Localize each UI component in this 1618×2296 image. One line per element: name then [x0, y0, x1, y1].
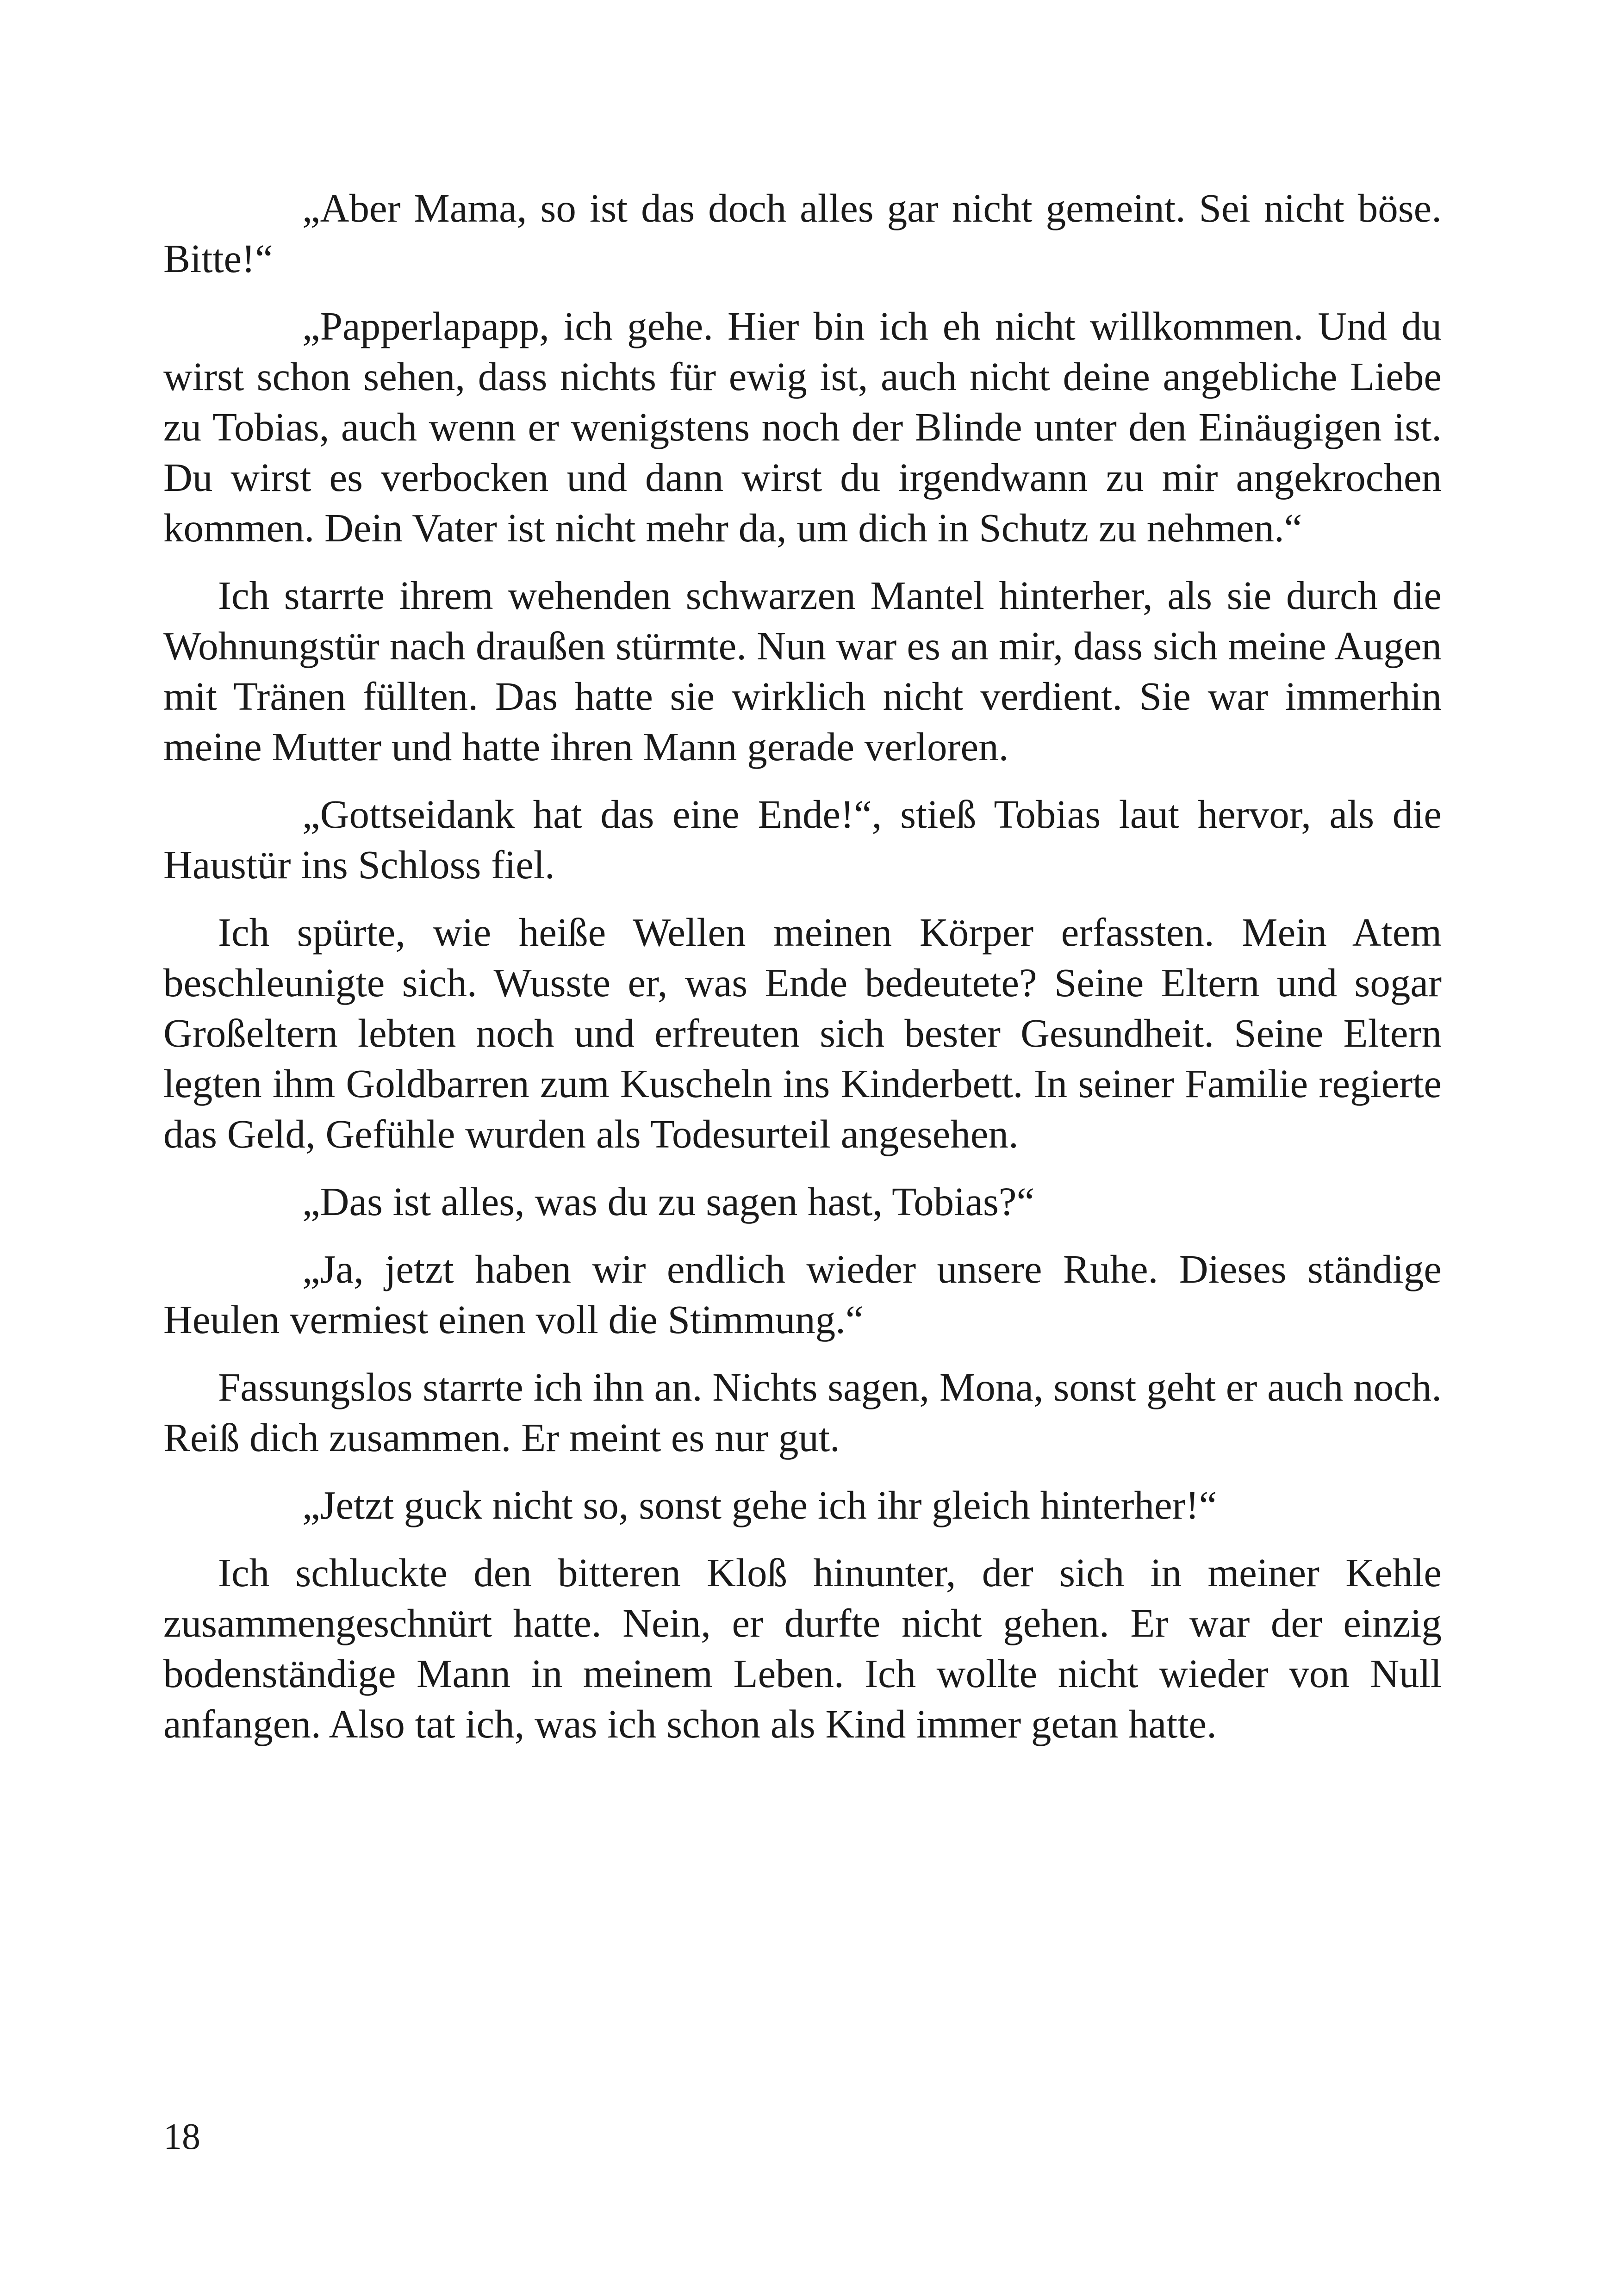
- paragraph-5: Ich spürte, wie heiße Wellen meinen Körper erfassten. Mein Atem beschleunigte sich. Wusste er, was Ende bedeutete? Seine Eltern und sogar Großeltern lebten noch und erfreuten sich bester Gesundheit. Seine Eltern legten ihm Goldbarren zum Kuscheln ins Kinderbett. In seiner Familie regierte das Geld, Gefühle wurden als Todesurteil angesehen.: [163, 910, 1442, 1156]
- paragraph-9: „Jetzt guck nicht so, sonst gehe ich ihr gleich hinterher!“: [302, 1483, 1217, 1527]
- paragraph-8: Fassungslos starrte ich ihn an. Nichts sagen, Mona, sonst geht er auch noch. Reiß dich zusammen. Er meint es nur gut.: [163, 1365, 1442, 1460]
- page-number: 18: [163, 2116, 200, 2157]
- paragraph-7: „Ja, jetzt haben wir endlich wieder unsere Ruhe. Dieses ständige Heulen vermiest einen voll die Stimmung.“: [163, 1247, 1442, 1342]
- paragraph-4: „Gottseidank hat das eine Ende!“, stieß Tobias laut hervor, als die Haustür ins Schloss fiel.: [163, 792, 1442, 887]
- paragraph-3: Ich starrte ihrem wehenden schwarzen Mantel hinterher, als sie durch die Wohnungstür nach draußen stürmte. Nun war es an mir, dass sich meine Augen mit Tränen füllten. Das hatte sie wirklich nicht verdient. Sie war immerhin meine Mutter und hatte ihren Mann gerade verloren.: [163, 573, 1442, 769]
- paragraph-1: „Aber Mama, so ist das doch alles gar nicht gemeint. Sei nicht böse. Bitte!“: [163, 186, 1442, 281]
- paragraph-10: Ich schluckte den bitteren Kloß hinunter, der sich in meiner Kehle zusammengeschnürt hatte. Nein, er durfte nicht gehen. Er war der einzig bodenständige Mann in meinem Leben. Ich wollte nicht wieder von Null anfangen. Also tat ich, was ich schon als Kind immer getan hatte.: [163, 1550, 1442, 1746]
- body-text: [163, 183, 1442, 1766]
- paragraph-2: „Papperlapapp, ich gehe. Hier bin ich eh nicht willkommen. Und du wirst schon sehen, dass nichts für ewig ist, auch nicht deine angebliche Liebe zu Tobias, auch wenn er wenigstens noch der Blinde unter den Einäugigen ist. Du wirst es verbocken und dann wirst du irgendwann zu mir angekrochen kommen. Dein Vater ist nicht mehr da, um dich in Schutz zu nehmen.“: [163, 304, 1442, 550]
- paragraph-6: „Das ist alles, was du zu sagen hast, Tobias?“: [302, 1179, 1035, 1224]
